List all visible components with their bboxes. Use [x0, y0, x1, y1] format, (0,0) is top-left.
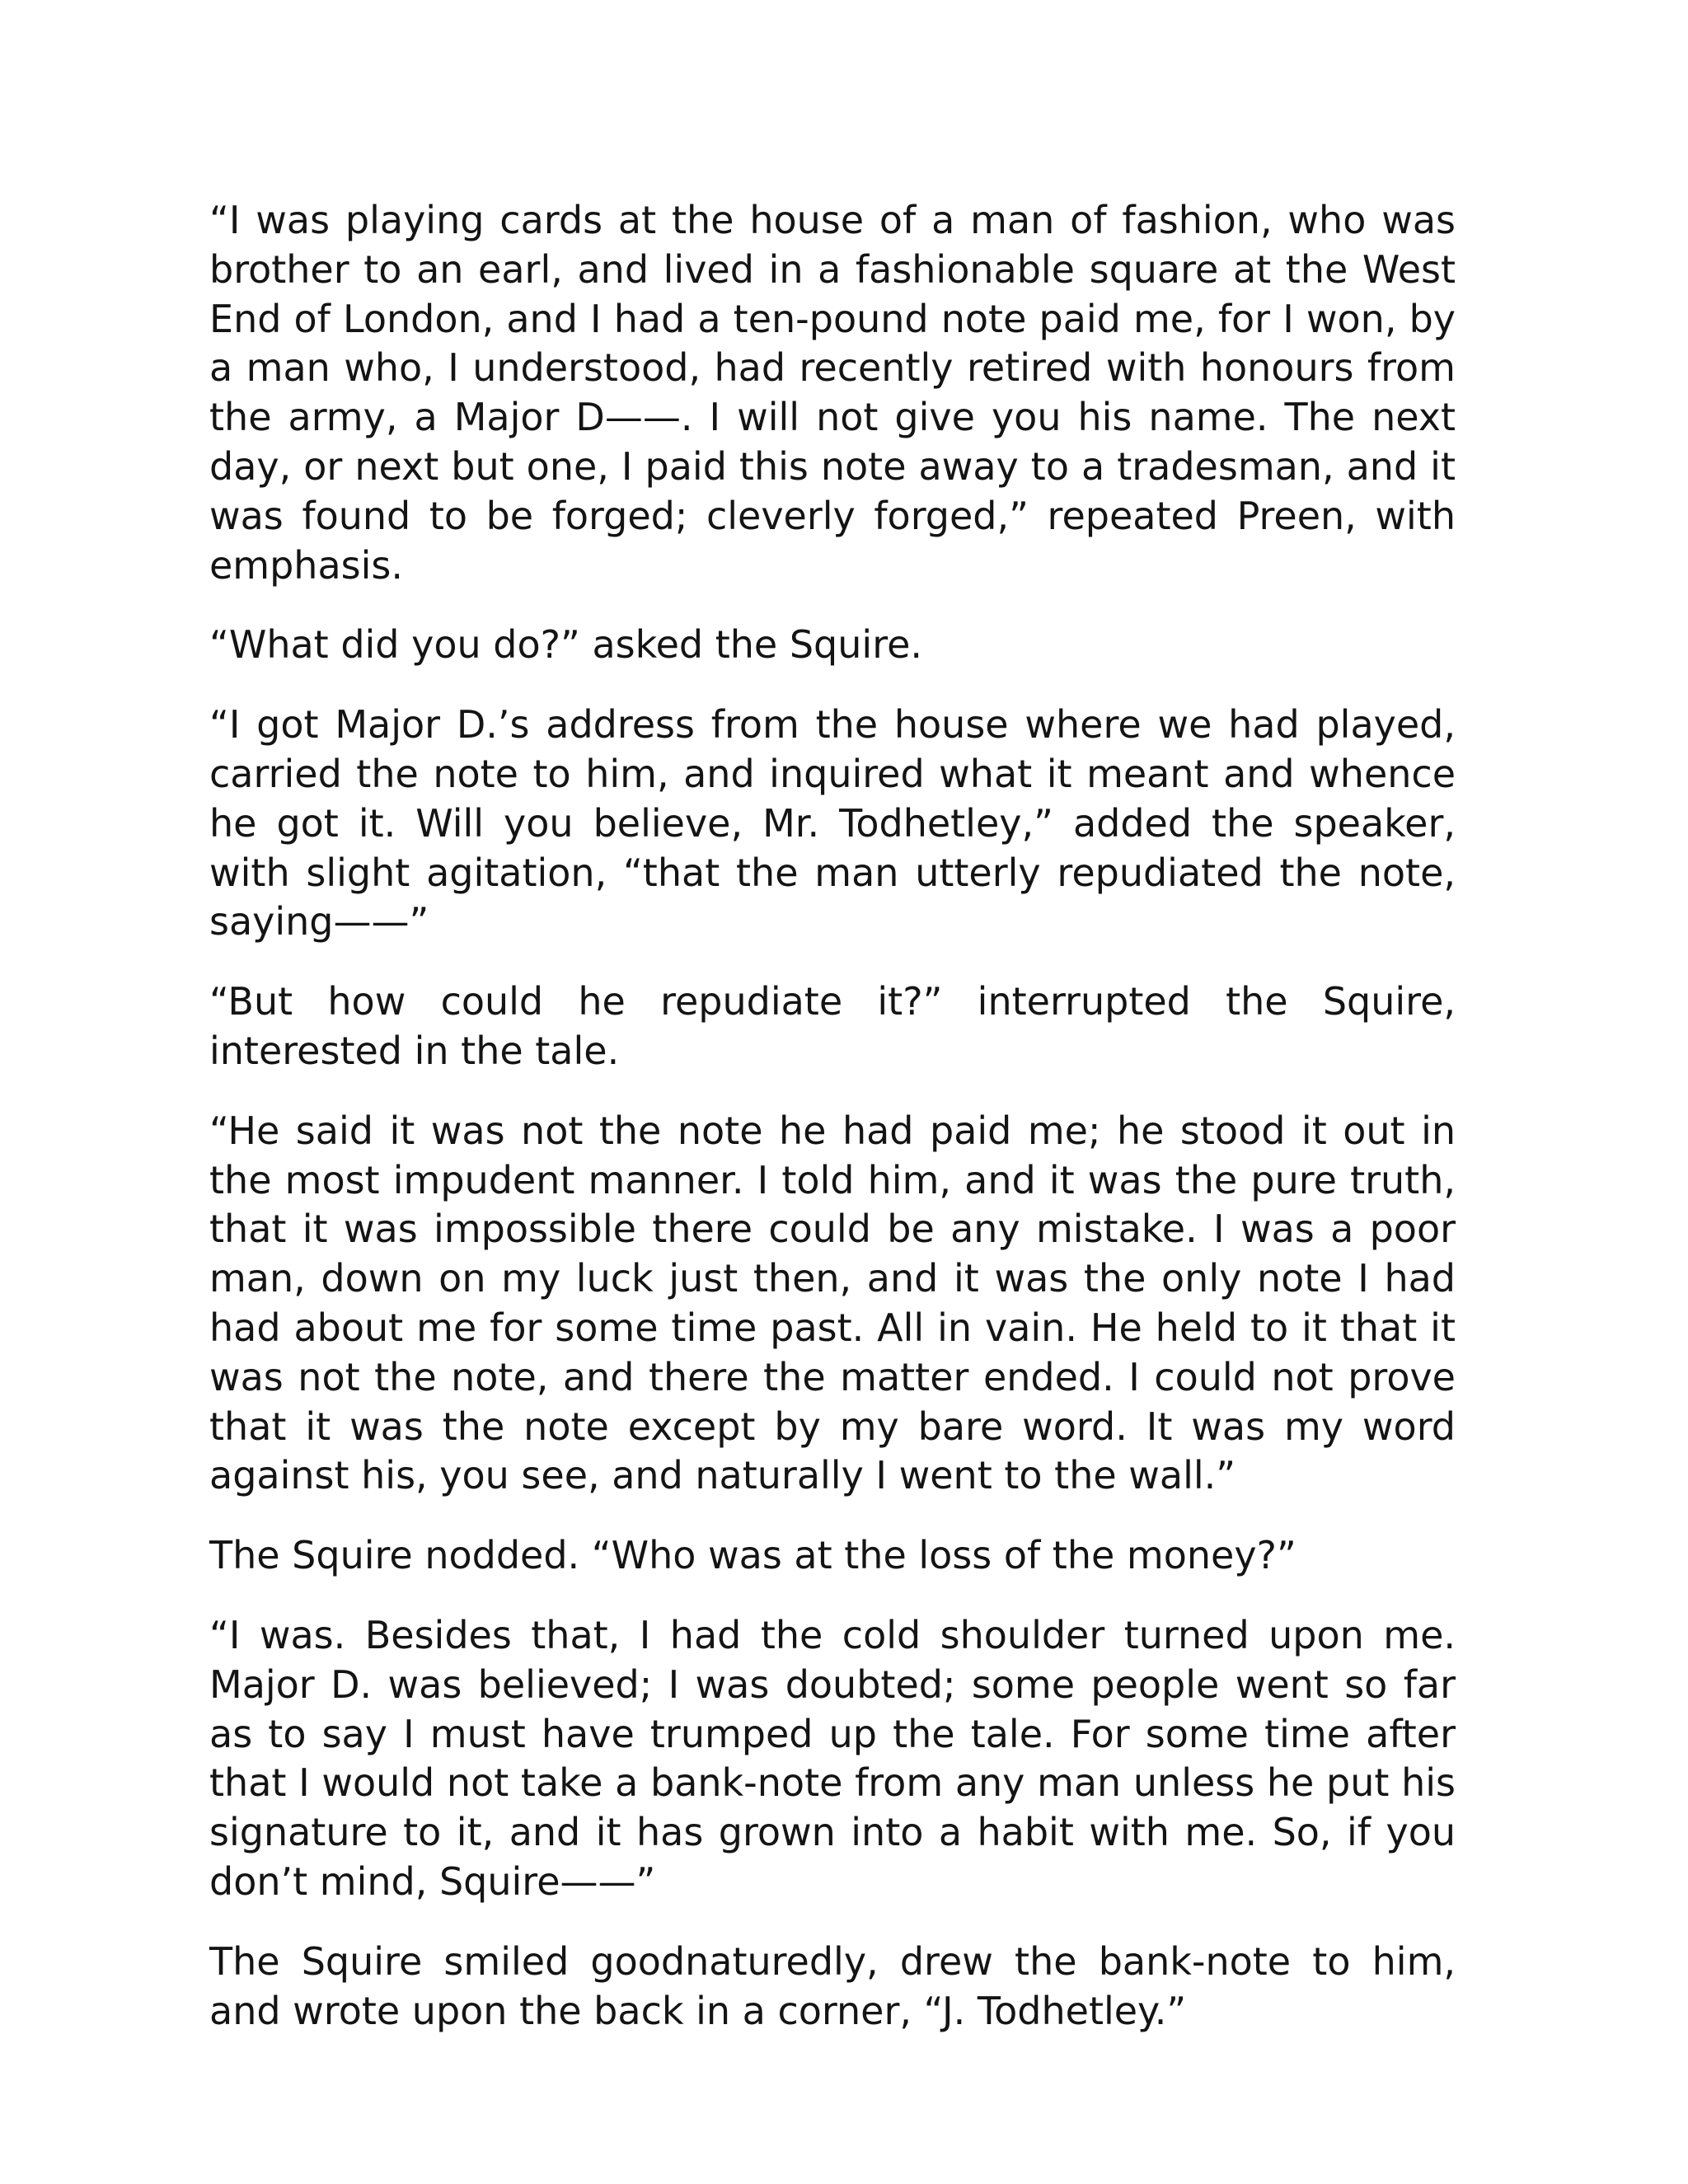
paragraph-2: “What did you do?” asked the Squire. — [209, 622, 923, 668]
paragraph-4: “But how could he repudiate it?” interrupted the Squire, interested in the tale. — [209, 979, 1456, 1073]
paragraph-3: “I got Major D.’s address from the house where we had played, carried the note to him, and inquired what it meant and whence he got it. Will you believe, Mr. Todhetley,” added the speaker, with slight agitation, “that the man utterly repudiated the note, saying——” — [209, 702, 1456, 944]
paragraph-1: “I was playing cards at the house of a man of fashion, who was brother to an earl, and lived in a fashionable square at the West End of London, and I had a ten-pound note paid me, for I won, by a man who, I understood, had recently retired with honours from the army, a Major D——. I will not give you his name. The next day, or next but one, I paid this note away to a tradesman, and it was found to be forged; cleverly forged,” repeated Preen, with emphasis. — [209, 198, 1456, 588]
paragraph-6: The Squire nodded. “Who was at the loss of the money?” — [209, 1533, 1296, 1578]
paragraph-5: “He said it was not the note he had paid me; he stood it out in the most impudent manner. I told him, and it was the pure truth, that it was impossible there could be any mistake. I was a poor man, down on my luck just then, and it was the only note I had had about me for some time past. All in vain. He held to it that it was not the note, and there the matter ended. I could not prove that it was the note except by my bare word. It was my word against his, you see, and naturally I went to the wall.” — [209, 1108, 1456, 1498]
paragraph-7: “I was. Besides that, I had the cold shoulder turned upon me. Major D. was believed; I was doubted; some people went so far as to say I must have trumped up the tale. For some time after that I would not take a bank-note from any man unless he put his signature to it, and it has grown into a habit with me. So, if you don’t mind, Squire——” — [209, 1612, 1456, 1904]
paragraph-8: The Squire smiled goodnaturedly, drew the bank-note to him, and wrote upon the back in a corner, “J. Todhetley.” — [209, 1938, 1456, 2033]
body-text — [209, 196, 1456, 2066]
